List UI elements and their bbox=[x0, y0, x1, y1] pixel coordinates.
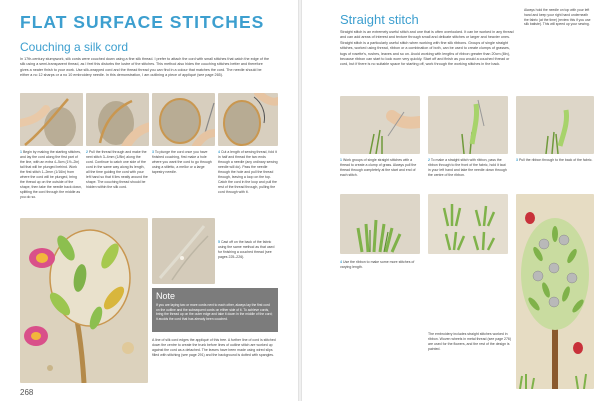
step-number: 4 bbox=[340, 260, 342, 264]
step-photo-1 bbox=[20, 93, 83, 146]
step-caption-straight-1 bbox=[340, 158, 420, 190]
step-caption-4 bbox=[218, 150, 278, 216]
side-note: Always hold the needle on top with your left hand and keep your right hand underneath the fabric (at the time) (review this if you use silk batiste). This will speed up your sewing. bbox=[524, 8, 591, 27]
page-number: 268 bbox=[20, 388, 34, 397]
step-number: 1 bbox=[20, 150, 22, 154]
left-page bbox=[0, 0, 298, 401]
ribbon-tree-embroidery-photo bbox=[516, 194, 594, 389]
step-text: Cut a length of sewing thread, fold it in half and thread the two ends through a needle (any ordinary sewing needle will do). Pass the needle through the hole and pull the thread through, leaving a loop on the top. Catch the cord in the loop and pull the rest of the thread through, pulling the cord through with it. bbox=[218, 150, 278, 194]
step-photo-straight-1 bbox=[340, 96, 420, 154]
straight-stitch-intro: Straight stitch is an extremely useful stitch and one that is often overlooked. It can be worked in any thread and can add areas of interest and texture through small and delicate stitches or larger and heavier ones. Straight stitch is a particularly useful stitch when working with fine silk ribbons. Groups of single straight stitches, worked using thread, ribbon or a combination of both, can be used to create clumps of grasses, tugs of rosette's, rushes, leaves and so on. Avoid working with lengths of ribbon greater than 20cm (8in), because ribbon can start to look worn very quickly. Start off and finish as you would a couched thread or cord, but if there is no suitable space for starting off, work through the working stitches in the back. bbox=[340, 30, 514, 67]
step-photo-2 bbox=[86, 93, 149, 146]
step-caption-straight-4 bbox=[340, 260, 420, 276]
step-text: Pull the ribbon through to the back of the fabric. bbox=[518, 158, 593, 162]
couched-tree-embroidery-photo bbox=[20, 218, 148, 383]
couching-intro: In 17th-century stumpwork, silk cords were couched down using a fine silk thread. I prefer to attach the cord with small stitches that catch the edge of the silk using a semi-transparent thread, as I feel this disturbs the lustre of the stitches. This method also hides the couching stitches better and therefore gives a neater finish to your work. Use silk-wrapped cord and the thread thread you can find in a colour that matches the cord. The needle should be either a no 12 sharps or a no 10 embroidery needle. In this demonstration, I am outlining a piece of appliqué (see page 265). bbox=[20, 57, 270, 78]
step-photo-4 bbox=[218, 93, 278, 146]
note-title: Note bbox=[156, 291, 176, 301]
step-caption-straight-2 bbox=[428, 158, 508, 190]
straight-stitch-tree-caption: The embroidery includes straight stitches worked in ribbon. Woven wheels in metal thread (see page 276) are used for the flowers, and the rest of the design is painted. bbox=[428, 332, 512, 351]
step-text: Cast off on the back of the fabric using the same method as that used for finishing a couched thread (see pages 225–226). bbox=[218, 240, 275, 259]
step-caption-1 bbox=[20, 150, 82, 216]
step-text: Work groups of single straight stitches with a thread to create a clump of grass. Always pull the thread through completely at the start and end of each stitch. bbox=[340, 158, 417, 177]
step-number: 2 bbox=[86, 150, 88, 154]
step-photo-straight-2 bbox=[428, 96, 508, 154]
step-text: Begin by making the starting stitches, and lay the cord along the first part of the line, with an extra 4–5cm (1½–2in) tail that will be plunged behind. Work the first stitch 1–2mm (1/16in) from where the cord will be plunged, bring the thread up on the outside of the shape, then take the needle back down, splitting the cord through the middle as you do so. bbox=[20, 150, 82, 199]
step-number: 4 bbox=[218, 150, 220, 154]
grass-clump-photo bbox=[428, 194, 508, 254]
step-text: To make a straight stitch with ribbon, pass the ribbon through to the front of the fabric, hold it taut in your left hand and take the needle down through the centre of the ribbon. bbox=[428, 158, 507, 177]
step-number: 3 bbox=[152, 150, 154, 154]
step-photo-3 bbox=[152, 93, 215, 146]
step-caption-3 bbox=[152, 150, 214, 216]
right-page bbox=[302, 0, 600, 401]
note-text: If you are laying two or more cords next to each other, always lay the first cord on the outline and the subsequent cords on either side of it. To achieve cords, bring the thread up on the outer edge and take it down in the middle of the cord; it avoids the cord that has already been couched. bbox=[156, 303, 273, 321]
step-text: Use the ribbon to make some more stitches of varying length. bbox=[340, 260, 415, 269]
step-text: To plunge the cord once you have finished couching, first make a hole where you want the cord to go through using a stiletto, a mellor or a large tapestry needle. bbox=[152, 150, 212, 174]
tree-caption: A line of silk cord edges the appliqué of this tree. A further line of cord is stitched down the centre to create the trunk before lines of outline stitch are worked up against the cord as a detached. The leaves have been made using wired slips filled with stitching (see page 291) and the background is dotted with spangles. bbox=[152, 338, 276, 357]
step-photo-5 bbox=[152, 218, 215, 284]
step-photo-straight-4 bbox=[340, 194, 420, 254]
step-number: 5 bbox=[218, 240, 220, 244]
section-title-straight-stitch: Straight stitch bbox=[340, 12, 419, 27]
step-number: 2 bbox=[428, 158, 430, 162]
section-title-couching: Couching a silk cord bbox=[20, 40, 129, 54]
step-photo-straight-3 bbox=[516, 96, 594, 154]
step-text: Pull the thread through and make the next stitch 3–4mm (1/8in) along the cord. Continue to catch one side of the cord in the same way along its length, all the time guiding the cord with your left hand so that it lies neatly around the shape. The couching thread should be hidden within the silk cord. bbox=[86, 150, 148, 189]
step-number: 1 bbox=[340, 158, 342, 162]
step-caption-straight-3 bbox=[516, 158, 594, 190]
step-caption-5 bbox=[218, 240, 278, 280]
step-number: 3 bbox=[516, 158, 518, 162]
note-box bbox=[152, 288, 278, 332]
chapter-title: FLAT SURFACE STITCHES bbox=[20, 12, 265, 32]
step-caption-2 bbox=[86, 150, 148, 216]
